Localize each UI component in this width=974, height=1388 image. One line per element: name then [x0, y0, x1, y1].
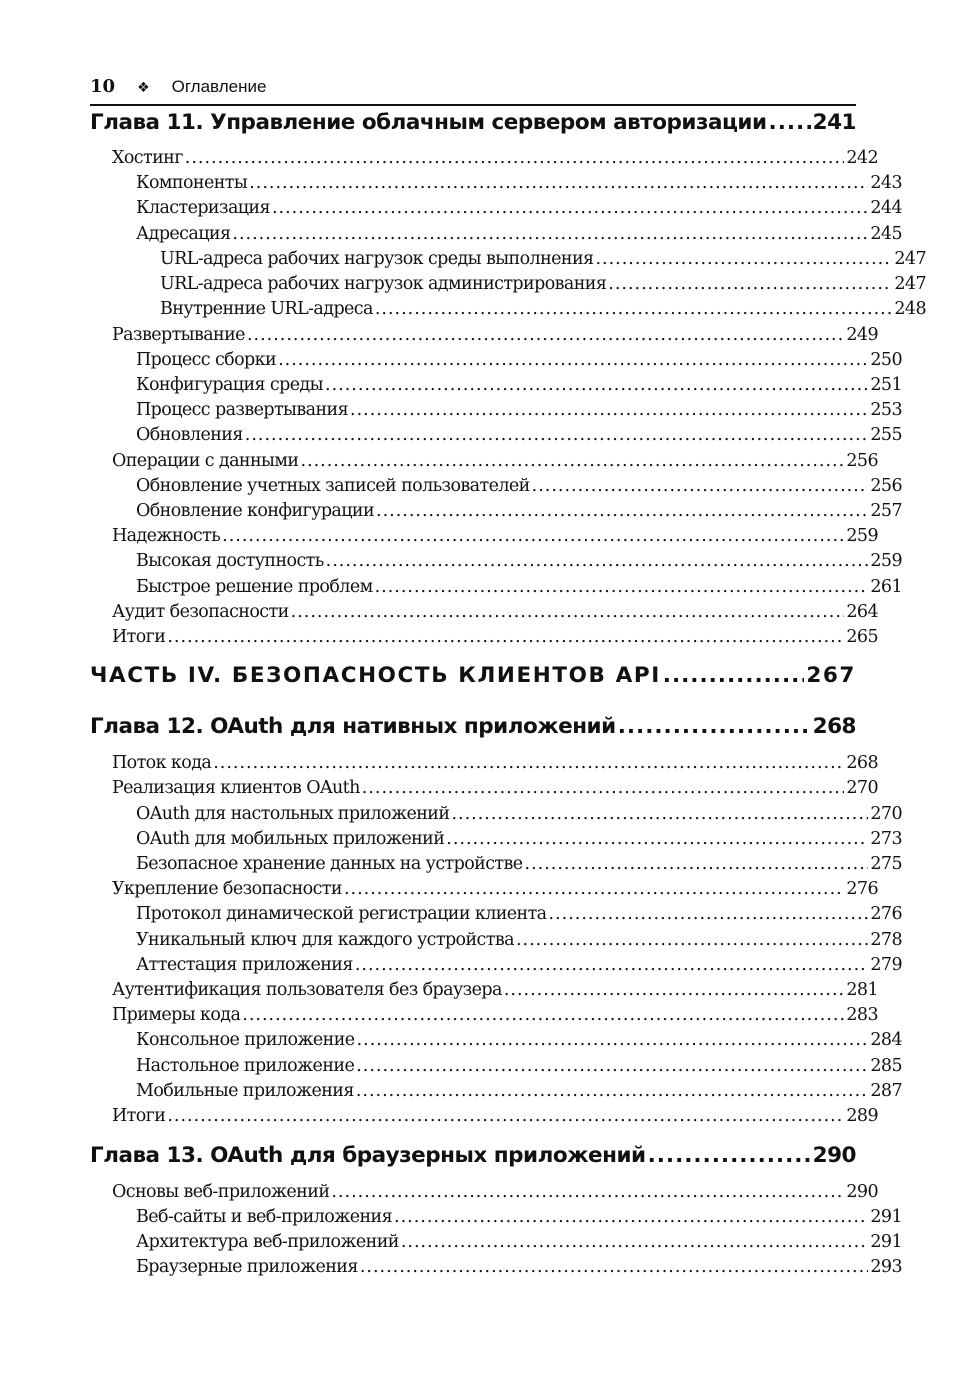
- toc-page-number: 250: [870, 350, 902, 370]
- toc-entry[interactable]: [90, 474, 902, 499]
- dot-leader: [167, 1104, 844, 1129]
- toc-entry[interactable]: [90, 902, 902, 927]
- toc-page-number: 256: [870, 476, 902, 496]
- toc-entry-title: Браузерные приложения: [136, 1257, 358, 1277]
- dot-leader: [167, 625, 844, 650]
- dot-leader: [516, 928, 868, 953]
- dot-leader: [325, 373, 868, 398]
- toc-page-number: 243: [870, 173, 902, 193]
- toc-entry[interactable]: [90, 171, 902, 196]
- toc-entry[interactable]: [90, 222, 902, 247]
- toc-page-number: 257: [870, 501, 902, 521]
- toc-page-number: 273: [870, 829, 902, 849]
- toc-page-number: 253: [870, 400, 902, 420]
- toc-entry-title: Хостинг: [112, 148, 183, 168]
- running-head: [90, 76, 856, 106]
- toc-entry-title: Аутентификация пользователя без браузера: [112, 980, 502, 1000]
- dot-leader: [272, 196, 868, 221]
- toc-page-number: 251: [870, 375, 902, 395]
- toc-entry-title: Аудит безопасности: [112, 602, 289, 622]
- toc-page-number: 248: [894, 299, 926, 319]
- toc-entry-title: Примеры кода: [112, 1005, 241, 1025]
- toc-entry-title: URL-адреса рабочих нагрузок администрирования: [160, 274, 607, 294]
- toc-page-number: 290: [846, 1182, 878, 1202]
- toc-entry[interactable]: [90, 827, 902, 852]
- toc-entry[interactable]: [90, 1180, 878, 1205]
- dot-leader: [618, 710, 811, 744]
- ornament-icon: ❖: [137, 80, 150, 96]
- toc-entry[interactable]: [90, 1028, 902, 1053]
- toc-entry-title: Операции с данными: [112, 451, 299, 471]
- toc-entry[interactable]: [90, 1255, 902, 1280]
- toc-entry-title: Протокол динамической регистрации клиента: [136, 904, 547, 924]
- toc-page-number: 242: [846, 148, 878, 168]
- toc-entry[interactable]: [90, 373, 902, 398]
- toc-page-number: 293: [870, 1257, 902, 1277]
- dot-leader: [532, 474, 869, 499]
- toc-page-number: 270: [846, 778, 878, 798]
- dot-leader: [360, 1255, 869, 1280]
- dot-leader: [446, 827, 868, 852]
- dot-leader: [355, 953, 869, 978]
- dot-leader: [356, 1079, 869, 1104]
- dot-leader: [663, 659, 805, 693]
- toc-entry[interactable]: [90, 978, 878, 1003]
- toc-page-number: 264: [846, 602, 878, 622]
- toc-page-number: 291: [870, 1232, 902, 1252]
- toc-page-number: 255: [870, 425, 902, 445]
- toc-chapter-heading[interactable]: [90, 1139, 856, 1173]
- toc-page-number: 278: [870, 930, 902, 950]
- dot-leader: [549, 902, 869, 927]
- toc-page-number: 279: [870, 955, 902, 975]
- toc-entry-title: Итоги: [112, 627, 166, 647]
- toc-entry-title: Глава 11. Управление облачным сервером авторизации: [90, 110, 767, 135]
- toc-entry-title: Мобильные приложения: [136, 1081, 354, 1101]
- toc-page-number: 270: [870, 804, 902, 824]
- toc-entry[interactable]: [90, 524, 878, 549]
- toc-entry-title: Итоги: [112, 1106, 166, 1126]
- toc-entry[interactable]: [90, 852, 902, 877]
- toc-entry[interactable]: [90, 398, 902, 423]
- toc-entry-title: Развертывание: [112, 325, 245, 345]
- toc-page-number: 268: [846, 753, 878, 773]
- toc-entry[interactable]: [90, 600, 878, 625]
- toc-entry-title: Компоненты: [136, 173, 248, 193]
- dot-leader: [300, 449, 844, 474]
- toc-page-number: 247: [894, 249, 926, 269]
- toc-entry[interactable]: [90, 323, 878, 348]
- toc-entry[interactable]: [90, 928, 902, 953]
- toc-entry-title: Обновление учетных записей пользователей: [136, 476, 530, 496]
- toc-entry-title: Процесс развертывания: [136, 400, 349, 420]
- toc-entry-title: Высокая доступность: [136, 551, 324, 571]
- dot-leader: [595, 247, 892, 272]
- toc-entry-title: Конфигурация среды: [136, 375, 323, 395]
- toc-entry-title: URL-адреса рабочих нагрузок среды выполнения: [160, 249, 594, 269]
- dot-leader: [344, 877, 844, 902]
- dot-leader: [769, 106, 811, 140]
- toc-entry-title: Реализация клиентов OAuth: [112, 778, 360, 798]
- dot-leader: [291, 600, 845, 625]
- toc-entry-title: Архитектура веб-приложений: [136, 1232, 399, 1252]
- toc-entry[interactable]: [90, 625, 878, 650]
- toc-page-number: 241: [812, 110, 856, 135]
- dot-leader: [376, 499, 868, 524]
- toc-page-number: 287: [870, 1081, 902, 1101]
- toc-page-number: 244: [870, 198, 902, 218]
- dot-leader: [278, 348, 868, 373]
- toc-page-number: 290: [812, 1143, 856, 1168]
- toc-page-number: 281: [846, 980, 878, 1000]
- toc-page-number: 268: [812, 714, 856, 739]
- toc-entry-title: OAuth для настольных приложений: [136, 804, 450, 824]
- toc-entry-title: OAuth для мобильных приложений: [136, 829, 445, 849]
- toc-part-heading[interactable]: [90, 659, 856, 693]
- toc-entry-title: Веб-сайты и веб-приложения: [136, 1207, 393, 1227]
- running-head-title: Оглавление: [171, 77, 267, 96]
- dot-leader: [232, 222, 868, 247]
- toc-entry[interactable]: [90, 549, 902, 574]
- toc-page-number: 259: [870, 551, 902, 571]
- dot-leader: [401, 1230, 869, 1255]
- dot-leader: [375, 297, 893, 322]
- toc-entry[interactable]: [90, 877, 878, 902]
- dot-leader: [362, 776, 845, 801]
- toc-page-number: 291: [870, 1207, 902, 1227]
- toc-entry-title: Адресация: [136, 224, 231, 244]
- toc-entry[interactable]: [90, 297, 926, 322]
- toc-entry-title: Настольное приложение: [136, 1056, 355, 1076]
- toc-entry-title: Основы веб-приложений: [112, 1182, 330, 1202]
- toc-entry-title: Аттестация приложения: [136, 955, 353, 975]
- toc-chapter-heading[interactable]: [90, 710, 856, 744]
- dot-leader: [394, 1205, 868, 1230]
- toc-entry-title: Кластеризация: [136, 198, 270, 218]
- toc-entry[interactable]: [90, 146, 878, 171]
- dot-leader: [242, 1003, 844, 1028]
- toc-entry-title: Глава 12. OAuth для нативных приложений: [90, 714, 616, 739]
- toc-page-number: 275: [870, 854, 902, 874]
- toc-entry[interactable]: [90, 196, 902, 221]
- toc-page-number: 284: [870, 1030, 902, 1050]
- toc-page-number: 261: [870, 577, 902, 597]
- toc-entry-title: Глава 13. OAuth для браузерных приложений: [90, 1143, 646, 1168]
- dot-leader: [222, 524, 844, 549]
- toc-entry[interactable]: [90, 348, 902, 373]
- toc-entry[interactable]: [90, 423, 902, 448]
- dot-leader: [608, 272, 892, 297]
- toc-entry[interactable]: [90, 1003, 878, 1028]
- toc-entry[interactable]: [90, 751, 878, 776]
- toc-page-number: 249: [846, 325, 878, 345]
- toc-entry[interactable]: [90, 247, 926, 272]
- toc-entry-title: Поток кода: [112, 753, 212, 773]
- toc-chapter-heading[interactable]: [90, 106, 856, 140]
- toc-entry[interactable]: [90, 776, 878, 801]
- dot-leader: [245, 423, 869, 448]
- toc-entry[interactable]: [90, 1054, 902, 1079]
- dot-leader: [504, 978, 845, 1003]
- toc-page-number: 265: [846, 627, 878, 647]
- toc-page-number: 245: [870, 224, 902, 244]
- dot-leader: [525, 852, 869, 877]
- toc-entry[interactable]: [90, 1230, 902, 1255]
- toc-entry-title: Укрепление безопасности: [112, 879, 342, 899]
- dot-leader: [451, 802, 868, 827]
- toc-entry[interactable]: [90, 802, 902, 827]
- toc-entry-title: Внутренние URL-адреса: [160, 299, 373, 319]
- page-number: 10: [90, 76, 116, 97]
- toc-entry-title: Обновления: [136, 425, 243, 445]
- dot-leader: [213, 751, 844, 776]
- toc-entry[interactable]: [90, 1104, 878, 1129]
- toc-entry-title: Процесс сборки: [136, 350, 277, 370]
- dot-leader: [350, 398, 868, 423]
- toc-entry[interactable]: [90, 1079, 902, 1104]
- dot-leader: [648, 1139, 811, 1173]
- book-page: [90, 76, 856, 106]
- toc-entry-title: Надежность: [112, 526, 221, 546]
- dot-leader: [326, 549, 869, 574]
- toc-page-number: 267: [806, 663, 856, 688]
- toc-page-number: 283: [846, 1005, 878, 1025]
- toc-entry-title: Быстрое решение проблем: [136, 577, 373, 597]
- toc-entry-title: Безопасное хранение данных на устройстве: [136, 854, 523, 874]
- dot-leader: [249, 171, 868, 196]
- dot-leader: [356, 1054, 868, 1079]
- toc-entry-title: ЧАСТЬ IV. БЕЗОПАСНОСТЬ КЛИЕНТОВ API: [90, 663, 661, 688]
- toc-entry-title: Обновление конфигурации: [136, 501, 375, 521]
- toc-page-number: 285: [870, 1056, 902, 1076]
- toc-page-number: 247: [894, 274, 926, 294]
- toc-entry-title: Уникальный ключ для каждого устройства: [136, 930, 514, 950]
- toc-entry[interactable]: [90, 575, 902, 600]
- dot-leader: [357, 1028, 869, 1053]
- toc-entry[interactable]: [90, 272, 926, 297]
- toc-entry[interactable]: [90, 449, 878, 474]
- dot-leader: [375, 575, 869, 600]
- dot-leader: [331, 1180, 844, 1205]
- toc-page-number: 256: [846, 451, 878, 471]
- toc-page-number: 276: [870, 904, 902, 924]
- dot-leader: [247, 323, 844, 348]
- toc-entry[interactable]: [90, 953, 902, 978]
- toc-page-number: 289: [846, 1106, 878, 1126]
- toc-entry-title: Консольное приложение: [136, 1030, 355, 1050]
- dot-leader: [185, 146, 845, 171]
- toc-entry[interactable]: [90, 499, 902, 524]
- toc-page-number: 259: [846, 526, 878, 546]
- toc-entry[interactable]: [90, 1205, 902, 1230]
- toc-page-number: 276: [846, 879, 878, 899]
